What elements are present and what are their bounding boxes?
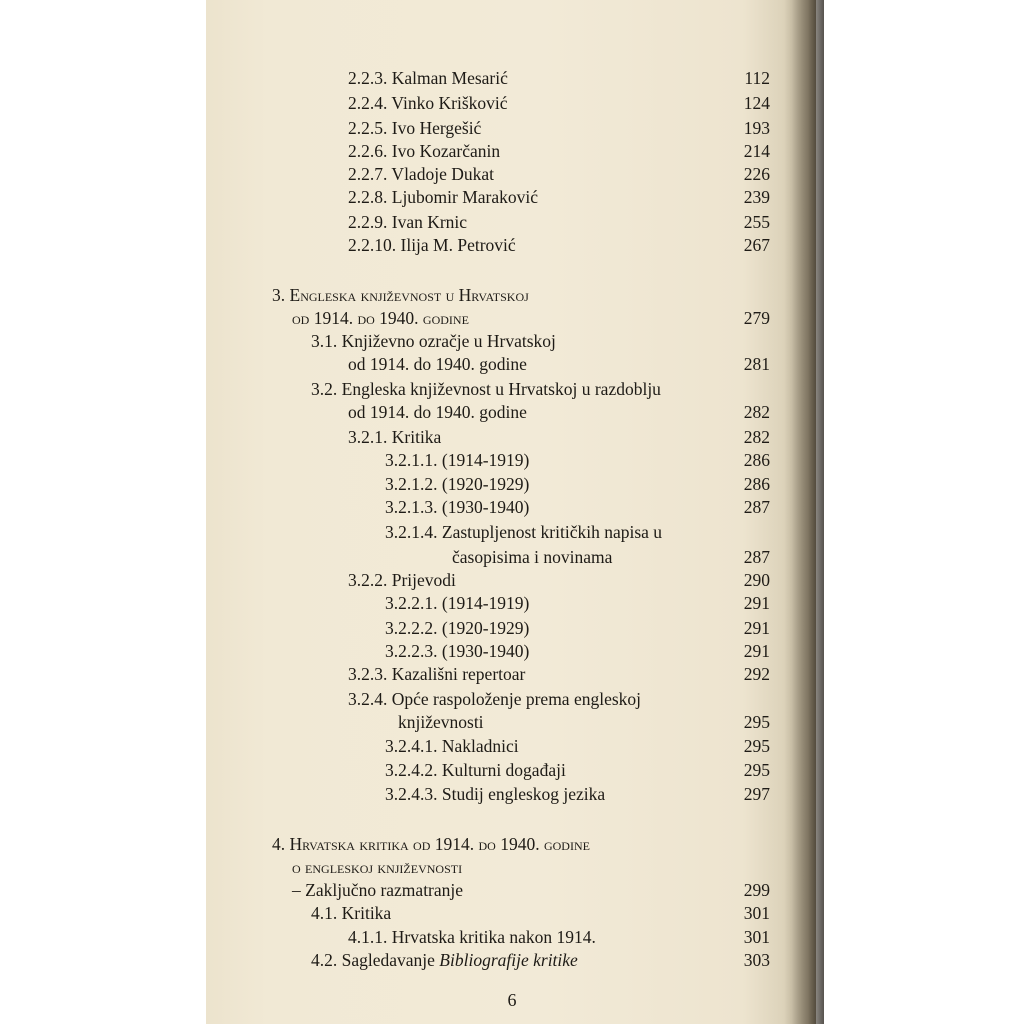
toc-entry (0, 377, 1024, 401)
toc-entry-label: 2.2.9. Ivan Krnic (348, 212, 468, 232)
toc-entry-page: 291 (743, 618, 770, 638)
toc-entry-label: od 1914. do 1940. godine (292, 308, 469, 328)
toc-entry-page: 303 (743, 950, 770, 970)
toc-entry (0, 710, 1024, 734)
toc-entry-label-roman: 4.2. Sagledavanje (311, 950, 440, 970)
toc-entry (0, 616, 1024, 640)
toc-entry-page: 286 (743, 474, 770, 494)
page-number: 6 (507, 990, 517, 1010)
toc-entry (0, 591, 1024, 615)
toc-entry-label: 4.1. Kritika (311, 903, 392, 923)
toc-entry-page: 193 (743, 118, 770, 138)
toc-entry (0, 639, 1024, 663)
toc-entry-label: 3.2. Engleska književnost u Hrvatskoj u razdoblju (311, 379, 661, 399)
toc-entry-label: 3.2.4.2. Kulturni događaji (385, 760, 566, 780)
toc-entry (0, 855, 1024, 879)
toc-entry-label: od 1914. do 1940. godine (348, 402, 527, 422)
toc-entry (0, 568, 1024, 592)
toc-entry-page: 287 (743, 547, 770, 567)
toc-entry-page: 295 (743, 760, 770, 780)
toc-entry-page: 112 (744, 68, 770, 88)
toc-entry (0, 948, 1024, 972)
toc-entry-page: 124 (743, 93, 770, 113)
toc-entry-page: 281 (743, 354, 770, 374)
toc-entry-label: o engleskoj književnosti (292, 857, 463, 877)
toc-entry-label: – Zaključno razmatranje (292, 880, 464, 900)
toc-entry-page: 214 (743, 141, 770, 161)
toc-entry-page: 292 (743, 664, 770, 684)
toc-entry-label: 4. Hrvatska kritika od 1914. do 1940. godine (272, 834, 590, 854)
toc-entry (0, 66, 1024, 90)
toc-entry-label: od 1914. do 1940. godine (348, 354, 527, 374)
toc-entry-label: književnosti (398, 712, 484, 732)
toc-entry-label: 3.2.2.2. (1920-1929) (385, 618, 530, 638)
toc-entry-page: 301 (743, 927, 770, 947)
toc-entry-page: 239 (743, 187, 770, 207)
toc-entry-label: 2.2.6. Ivo Kozarčanin (348, 141, 501, 161)
toc-chapter-heading (0, 832, 1024, 856)
toc-entry (0, 472, 1024, 496)
toc-entry-page: 301 (743, 903, 770, 923)
toc-entry (0, 210, 1024, 234)
toc-entry (0, 758, 1024, 782)
toc-entry-label: 2.2.8. Ljubomir Maraković (348, 187, 539, 207)
toc-entry (0, 306, 1024, 330)
toc-entry (0, 352, 1024, 376)
toc-entry-page: 291 (743, 641, 770, 661)
toc-entry-label: 2.2.4. Vinko Krišković (348, 93, 508, 113)
toc-entry-page: 279 (743, 308, 770, 328)
toc-entry-label: 3.2.2.3. (1930-1940) (385, 641, 530, 661)
toc-entry-label: 3.1. Književno ozračje u Hrvatskoj (311, 331, 556, 351)
toc-entry (0, 734, 1024, 758)
toc-entry-label: 2.2.5. Ivo Hergešić (348, 118, 482, 138)
toc-entry-page: 290 (743, 570, 770, 590)
toc-entry (0, 662, 1024, 686)
toc-chapter-heading (0, 283, 1024, 307)
toc-entry (0, 687, 1024, 711)
toc-entry-page: 295 (743, 712, 770, 732)
toc-entry-page: 255 (743, 212, 770, 232)
toc-entry (0, 185, 1024, 209)
toc-entry-page: 267 (743, 235, 770, 255)
toc-entry (0, 520, 1024, 544)
toc-entry-label: 3.2.3. Kazališni repertoar (348, 664, 526, 684)
toc-entry (0, 116, 1024, 140)
toc-entry-label (311, 948, 578, 972)
toc-entry-page: 291 (743, 593, 770, 613)
toc-entry (0, 495, 1024, 519)
toc-entry-label: 2.2.10. Ilija M. Petrović (348, 235, 516, 255)
toc-entry-label: 3.2.1.1. (1914-1919) (385, 450, 530, 470)
toc-entry (0, 233, 1024, 257)
toc-entry (0, 878, 1024, 902)
toc-entry-page: 282 (743, 427, 770, 447)
toc-entry-label: časopisima i novinama (452, 547, 613, 567)
toc-entry-page: 299 (743, 880, 770, 900)
toc-entry-label: 3.2.4.3. Studij engleskog jezika (385, 784, 606, 804)
toc-entry (0, 925, 1024, 949)
toc-entry-page: 286 (743, 450, 770, 470)
toc-entry (0, 329, 1024, 353)
toc-entry-page: 226 (743, 164, 770, 184)
toc-entry (0, 545, 1024, 569)
toc-entry-page: 282 (743, 402, 770, 422)
toc-entry-page: 287 (743, 497, 770, 517)
toc-entry-label: 3.2.4. Opće raspoloženje prema engleskoj (348, 689, 642, 709)
toc-entry (0, 139, 1024, 163)
toc-entry-label: 3.2.2.1. (1914-1919) (385, 593, 530, 613)
toc-entry (0, 901, 1024, 925)
toc-entry-label: 3.2.2. Prijevodi (348, 570, 456, 590)
toc-entry-page: 295 (743, 736, 770, 756)
toc-entry-label: 3.2.1.3. (1930-1940) (385, 497, 530, 517)
toc-entry-label: 3.2.1. Kritika (348, 427, 442, 447)
toc-entry (0, 782, 1024, 806)
toc-entry-label: 4.1.1. Hrvatska kritika nakon 1914. (348, 927, 596, 947)
toc-entry-label: 2.2.7. Vladoje Dukat (348, 164, 494, 184)
toc-entry (0, 425, 1024, 449)
toc-entry-page: 297 (743, 784, 770, 804)
toc-entry-label: 3.2.1.2. (1920-1929) (385, 474, 530, 494)
toc-entry (0, 400, 1024, 424)
toc-entry-label: 3. Engleska književnost u Hrvatskoj (272, 285, 529, 305)
toc-entry (0, 162, 1024, 186)
toc-entry-label: 2.2.3. Kalman Mesarić (348, 68, 508, 88)
toc-entry (0, 448, 1024, 472)
toc-entry (0, 91, 1024, 115)
toc-entry-label: 3.2.4.1. Nakladnici (385, 736, 519, 756)
toc-entry-label-italic: Bibliografije kritike (439, 950, 578, 970)
toc-entry-label: 3.2.1.4. Zastupljenost kritičkih napisa u (385, 522, 663, 542)
